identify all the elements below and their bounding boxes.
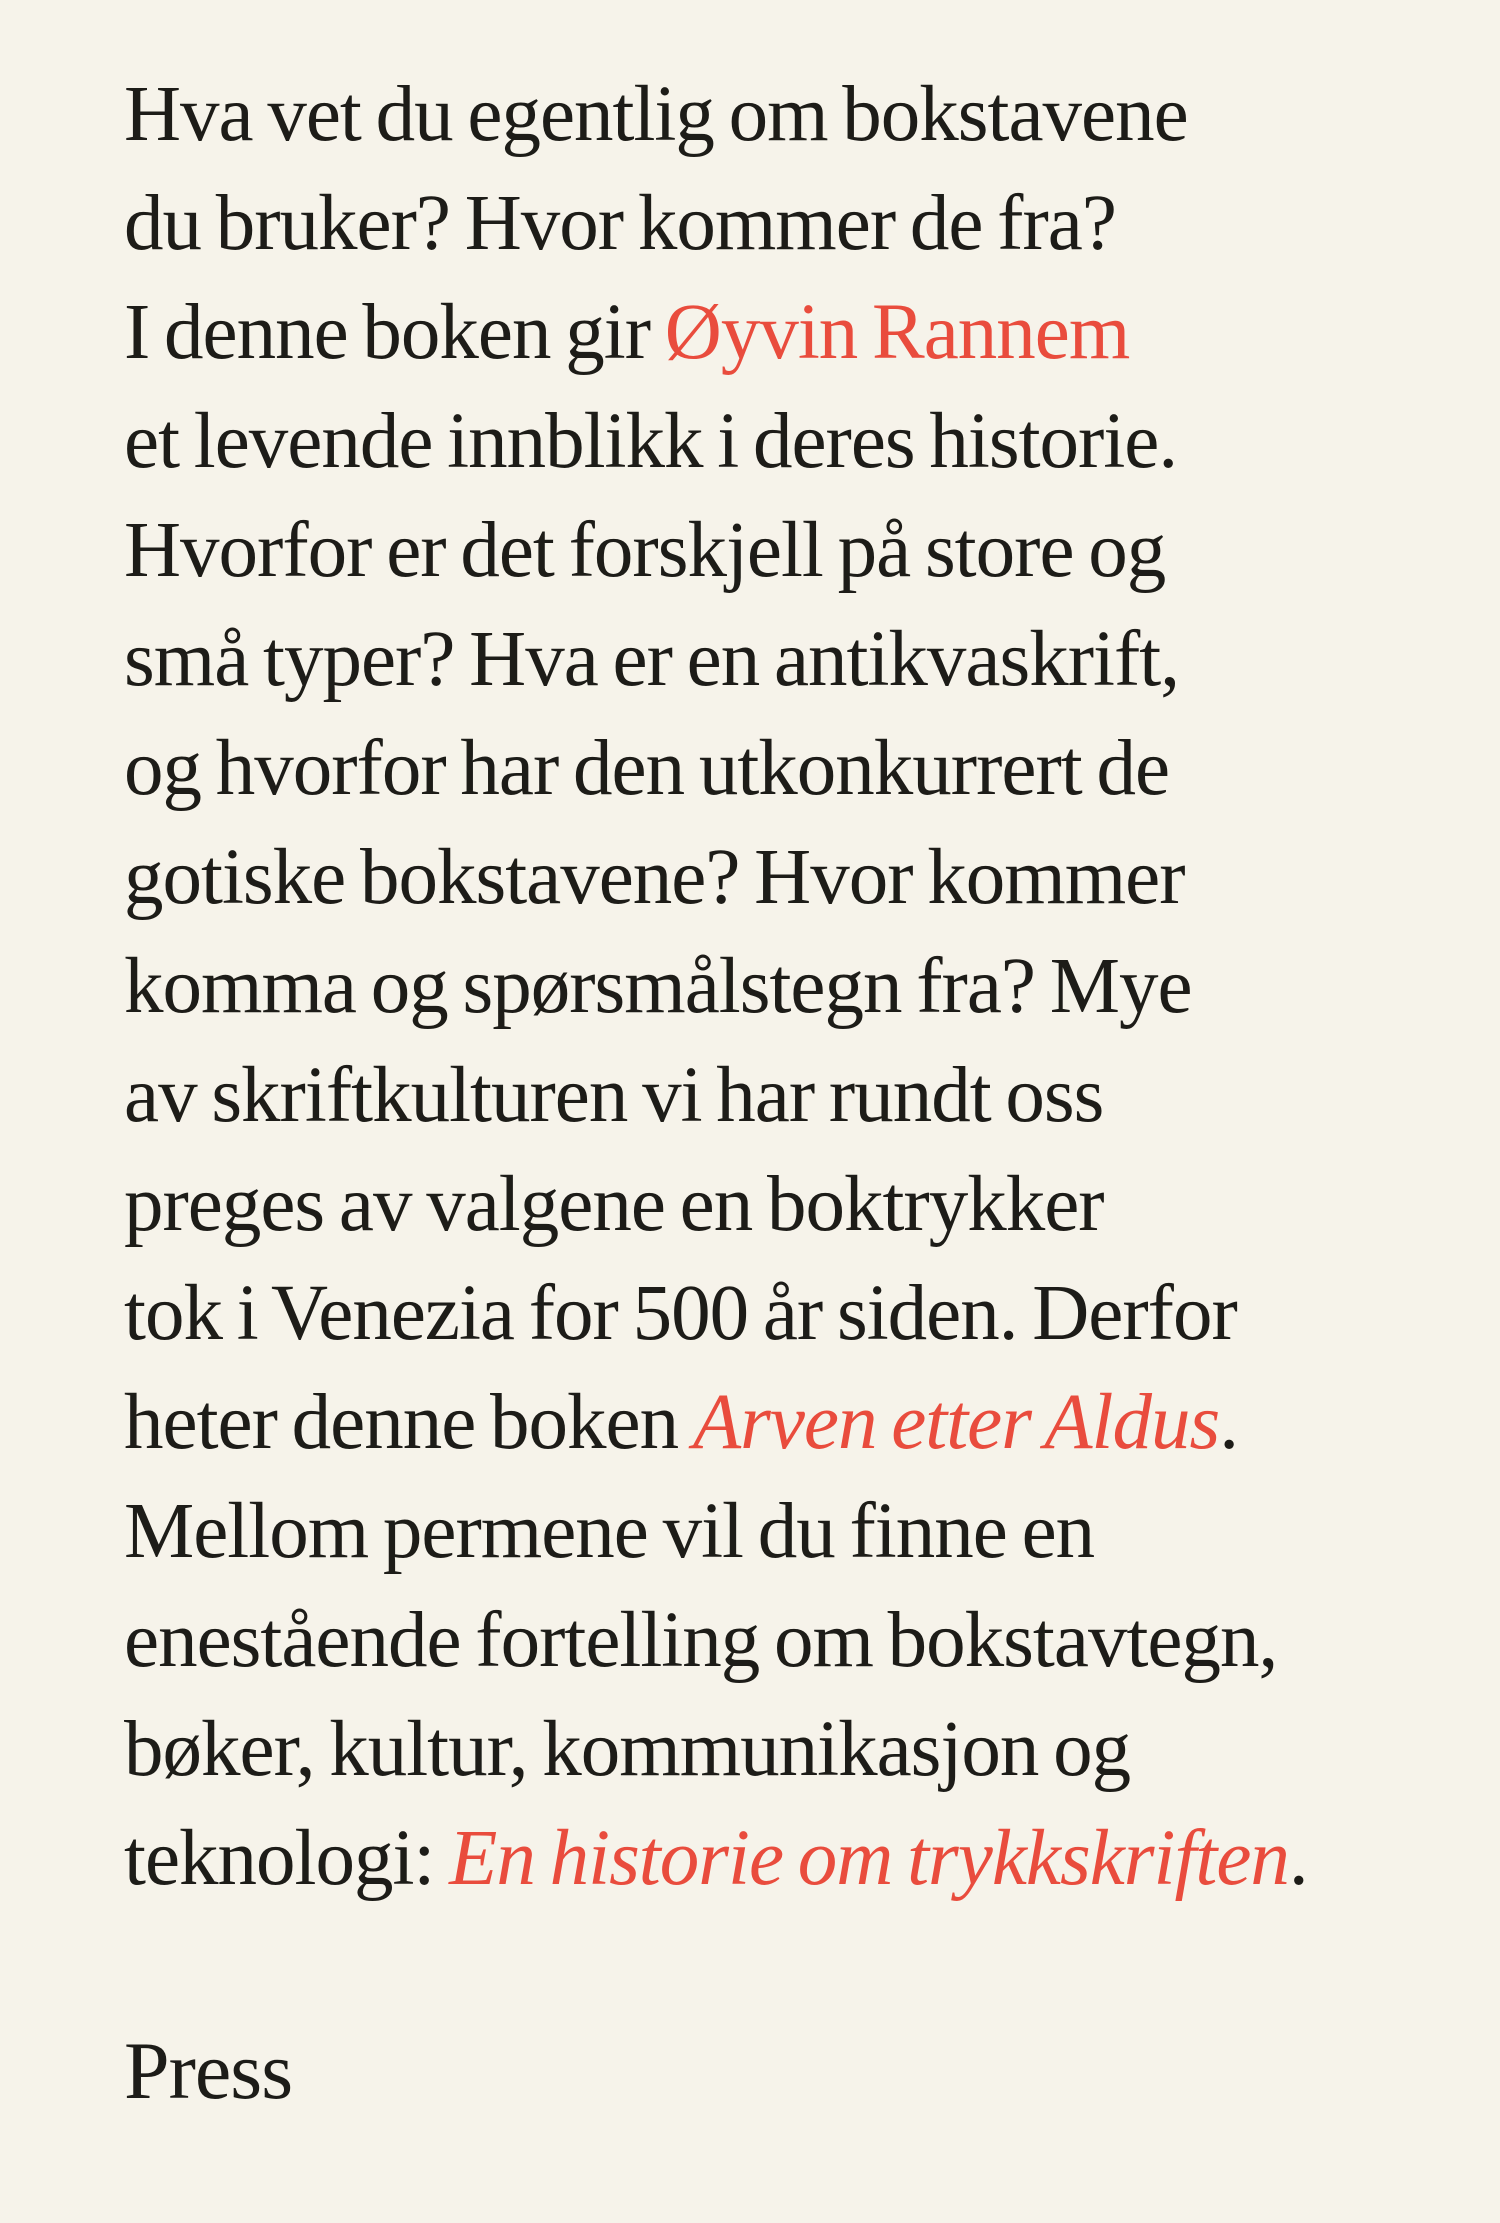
blurb-line bbox=[124, 387, 1484, 496]
blurb-line bbox=[124, 932, 1484, 1041]
blurb-segment: heter denne boken bbox=[124, 1379, 693, 1466]
blurb-line bbox=[124, 1804, 1484, 1913]
blurb-segment: små typer? Hva er en antikvaskrift, bbox=[124, 616, 1179, 703]
blurb-segment: teknologi: bbox=[124, 1815, 450, 1902]
blurb-line bbox=[124, 1368, 1484, 1477]
blurb-line bbox=[124, 1259, 1484, 1368]
blurb-line bbox=[124, 60, 1484, 169]
blurb-line bbox=[124, 1477, 1484, 1586]
blurb-line bbox=[124, 1150, 1484, 1259]
blurb-segment: Hvorfor er det forskjell på store og bbox=[124, 507, 1166, 594]
blurb-segment: tok i Venezia for 500 år siden. Derfor bbox=[124, 1270, 1237, 1357]
blurb-line bbox=[124, 714, 1484, 823]
blurb-text bbox=[124, 60, 1484, 1913]
publisher-name: Press bbox=[124, 2025, 293, 2116]
blurb-segment: bøker, kultur, kommunikasjon og bbox=[124, 1706, 1131, 1793]
blurb-segment: I denne boken gir bbox=[124, 289, 665, 376]
blurb-segment: et levende innblikk i deres historie. bbox=[124, 398, 1178, 485]
blurb-line bbox=[124, 1041, 1484, 1150]
blurb-segment: enestående fortelling om bokstavtegn, bbox=[124, 1597, 1278, 1684]
blurb-segment: du bruker? Hvor kommer de fra? bbox=[124, 180, 1116, 267]
blurb-line bbox=[124, 278, 1484, 387]
blurb-segment: Mellom permene vil du finne en bbox=[124, 1488, 1095, 1575]
blurb-segment: . bbox=[1288, 1815, 1308, 1902]
book-title: Arven etter Aldus bbox=[692, 1379, 1220, 1466]
blurb-line bbox=[124, 1695, 1484, 1804]
blurb-line bbox=[124, 605, 1484, 714]
blurb-segment: Hva vet du egentlig om bokstavene bbox=[124, 71, 1188, 158]
blurb-segment: av skriftkulturen vi har rundt oss bbox=[124, 1052, 1104, 1139]
blurb-segment: og hvorfor har den utkonkurrert de bbox=[124, 725, 1170, 812]
blurb-line bbox=[124, 496, 1484, 605]
publisher-logo bbox=[124, 2026, 292, 2116]
book-subtitle: En historie om trykkskriften bbox=[449, 1815, 1289, 1902]
author-name: Øyvin Rannem bbox=[664, 289, 1130, 376]
blurb-segment: . bbox=[1219, 1379, 1238, 1466]
blurb-segment: preges av valgene en boktrykker bbox=[124, 1161, 1104, 1248]
blurb-segment: gotiske bokstavene? Hvor kommer bbox=[124, 834, 1185, 921]
blurb-line bbox=[124, 169, 1484, 278]
blurb-segment: komma og spørsmålstegn fra? Mye bbox=[124, 943, 1192, 1030]
blurb-line bbox=[124, 1586, 1484, 1695]
blurb-line bbox=[124, 823, 1484, 932]
